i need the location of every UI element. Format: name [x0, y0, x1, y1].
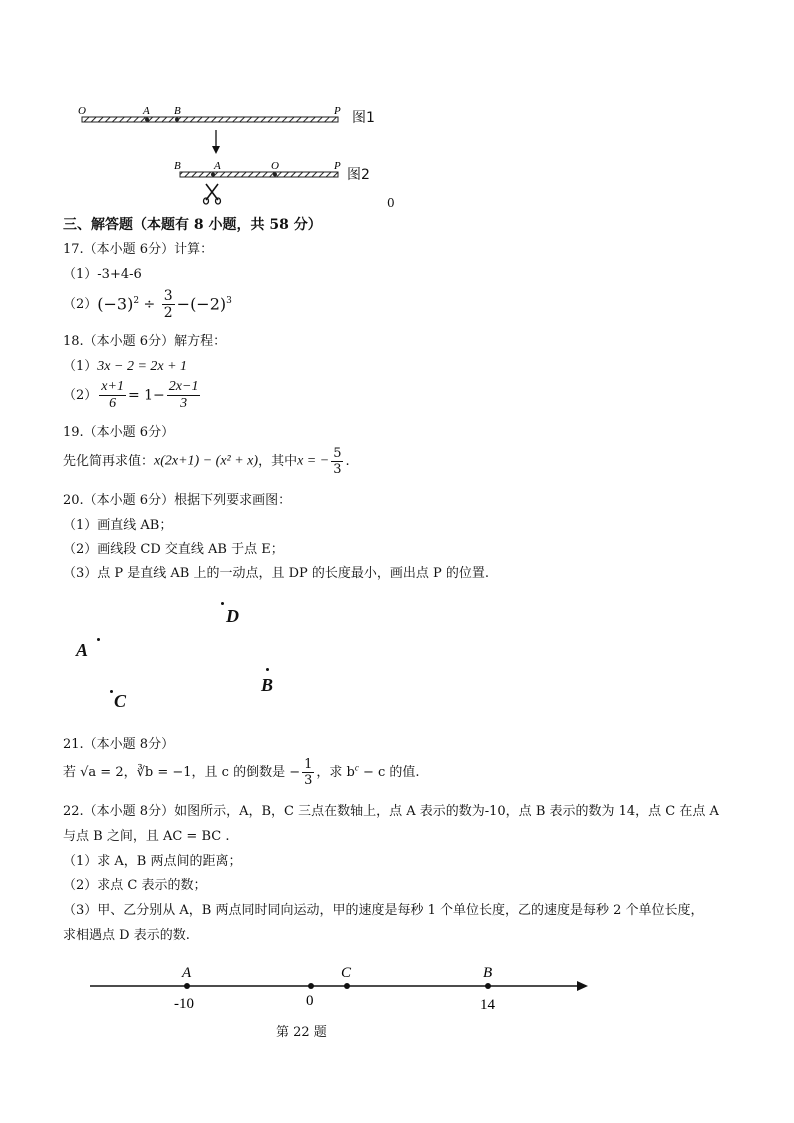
- q19-body: [63, 447, 350, 476]
- fig2-dot-a: [211, 173, 215, 177]
- fig1-point-b: B: [174, 105, 181, 117]
- fig1-point-o: O: [78, 105, 86, 117]
- q18-right-num: 2x−1: [168, 379, 199, 394]
- q20-part3: （3）点 P 是直线 AB 上的一动点，且 DP 的长度最小，画出点 P 的位置.: [63, 566, 490, 581]
- q20-dot-b: [266, 668, 269, 671]
- point-b-dot: [485, 983, 491, 989]
- q21-fraction: [302, 758, 314, 787]
- tick-label-0: 0: [306, 993, 314, 1009]
- q17-part2: [63, 289, 232, 320]
- q18-left-fraction: [99, 380, 126, 411]
- q21-text-b: ，求 b: [316, 765, 355, 780]
- q17-frac-num: 3: [163, 288, 173, 304]
- fig1-label: 图1: [352, 110, 375, 126]
- q19-heading: 19.（本小题 6分）: [63, 425, 175, 440]
- fig1-dot-b: [175, 118, 179, 122]
- fig2-point-a: A: [214, 160, 221, 172]
- q21-heading: 21.（本小题 8分）: [63, 737, 175, 752]
- q18-heading: 18.（本小题 6分）解方程：: [63, 334, 227, 349]
- tick-label-neg10: -10: [174, 996, 194, 1012]
- axis-label-b: B: [483, 965, 493, 981]
- q18-left-num: x+1: [101, 379, 124, 394]
- axis-label-a: A: [182, 965, 192, 981]
- number-line-arrow: [577, 981, 588, 991]
- q20-dot-d: [221, 602, 224, 605]
- q19-end: .: [345, 454, 350, 469]
- q22-part2: （2）求点 C 表示的数；: [63, 878, 207, 893]
- fig2-point-o: O: [271, 160, 279, 172]
- q22-heading-cont: 与点 B 之间，且 AC = BC .: [63, 829, 230, 844]
- q18-left-den: 6: [109, 396, 117, 411]
- q19-text-b: ，其中: [258, 454, 298, 469]
- fig1-rope: [82, 117, 338, 122]
- q18-right-den: 3: [180, 396, 188, 411]
- q17-heading: 17.（本小题 6分）计算：: [63, 242, 214, 257]
- q17-part1-label: （1）: [63, 267, 98, 282]
- q18-right-fraction: [167, 380, 201, 411]
- q17-term-a: (−3): [97, 294, 134, 314]
- q20-part2: （2）画线段 CD 交直线 AB 于点 E；: [63, 542, 284, 557]
- q20-point-b: B: [261, 675, 274, 695]
- q21-frac-num: 1: [304, 757, 313, 772]
- q17-part2-label: （2）: [63, 297, 98, 312]
- q22-part3-cont: 求相遇点 D 表示的数.: [63, 928, 190, 943]
- q17-div-sign: ÷: [143, 296, 156, 313]
- number-line: [85, 960, 595, 1040]
- scissors-icon: [204, 184, 221, 204]
- fig2-point-b: B: [174, 160, 181, 172]
- q20-dot-c: [110, 690, 113, 693]
- q20-point-d: D: [226, 606, 239, 626]
- point-zero-dot: [308, 983, 314, 989]
- q21-body: [63, 758, 420, 787]
- q18-part1-expr: 3x − 2 = 2x + 1: [97, 359, 188, 374]
- q20-dot-a: [97, 638, 100, 641]
- fig1-point-a: A: [143, 105, 150, 117]
- q19-text-a: 先化简再求值：: [63, 454, 155, 469]
- stray-mark: 0: [387, 196, 395, 210]
- axis-label-c: C: [341, 965, 352, 981]
- q17-frac-den: 2: [163, 305, 173, 321]
- q18-part2: [63, 380, 202, 411]
- q21-frac-den: 3: [304, 773, 313, 788]
- q22-part1: （1）求 A，B 两点间的距离；: [63, 854, 242, 869]
- q17-term-b-exp: 3: [226, 295, 232, 306]
- q17-fraction: [162, 289, 175, 320]
- q17-term-b: −(−2): [176, 294, 227, 314]
- q19-x-eq: x = −: [297, 453, 330, 469]
- fig2-label: 图2: [347, 167, 370, 183]
- q21-text-a: 若 √a = 2，∛b = −1，且 c 的倒数是 −: [63, 765, 301, 780]
- tick-label-14: 14: [480, 997, 495, 1013]
- fig2-point-p: P: [334, 160, 341, 172]
- fig1-point-p: P: [334, 105, 341, 117]
- q21-exp: c: [354, 762, 359, 773]
- point-c-dot: [344, 983, 350, 989]
- q20-point-c: C: [114, 691, 127, 711]
- q17-term-a-exp: 2: [133, 295, 140, 306]
- q19-fraction: [331, 447, 343, 476]
- q19-expr: x(2x+1) − (x² + x): [154, 453, 259, 469]
- section-title: 三、解答题（本题有 8 小题，共 58 分）: [63, 217, 322, 233]
- q20-part1: （1）画直线 AB；: [63, 518, 173, 533]
- fig2-rope: [180, 172, 338, 177]
- q22-caption-clip: [276, 1025, 327, 1040]
- q20-point-a: A: [76, 640, 89, 660]
- point-a-dot: [184, 983, 190, 989]
- q22-heading: 22.（本小题 8分）如图所示，A，B，C 三点在数轴上，点 A 表示的数为-10，点 B 表示的数为 14，点 C 在点 A: [63, 804, 719, 819]
- q17-part1: [63, 268, 142, 281]
- fig2-dot-o: [273, 173, 277, 177]
- q19-frac-num: 5: [333, 446, 342, 461]
- q19-frac-den: 3: [333, 462, 342, 477]
- q21-text-c: − c 的值.: [358, 765, 420, 780]
- q22-caption: 第 22 题: [276, 1025, 327, 1040]
- q18-part1: [63, 360, 187, 374]
- q18-part1-label: （1）: [63, 359, 98, 374]
- q20-heading: 20.（本小题 6分）根据下列要求画图：: [63, 493, 292, 508]
- q18-equals: = 1−: [127, 387, 165, 404]
- q18-part2-label: （2）: [63, 388, 98, 403]
- fig1-dot-a: [145, 118, 149, 122]
- q22-part3: （3）甲、乙分别从 A，B 两点同时同向运动，甲的速度是每秒 1 个单位长度，乙的速度是每秒 2 个单位长度，: [63, 903, 704, 918]
- q17-part1-expr: -3+4-6: [97, 267, 142, 282]
